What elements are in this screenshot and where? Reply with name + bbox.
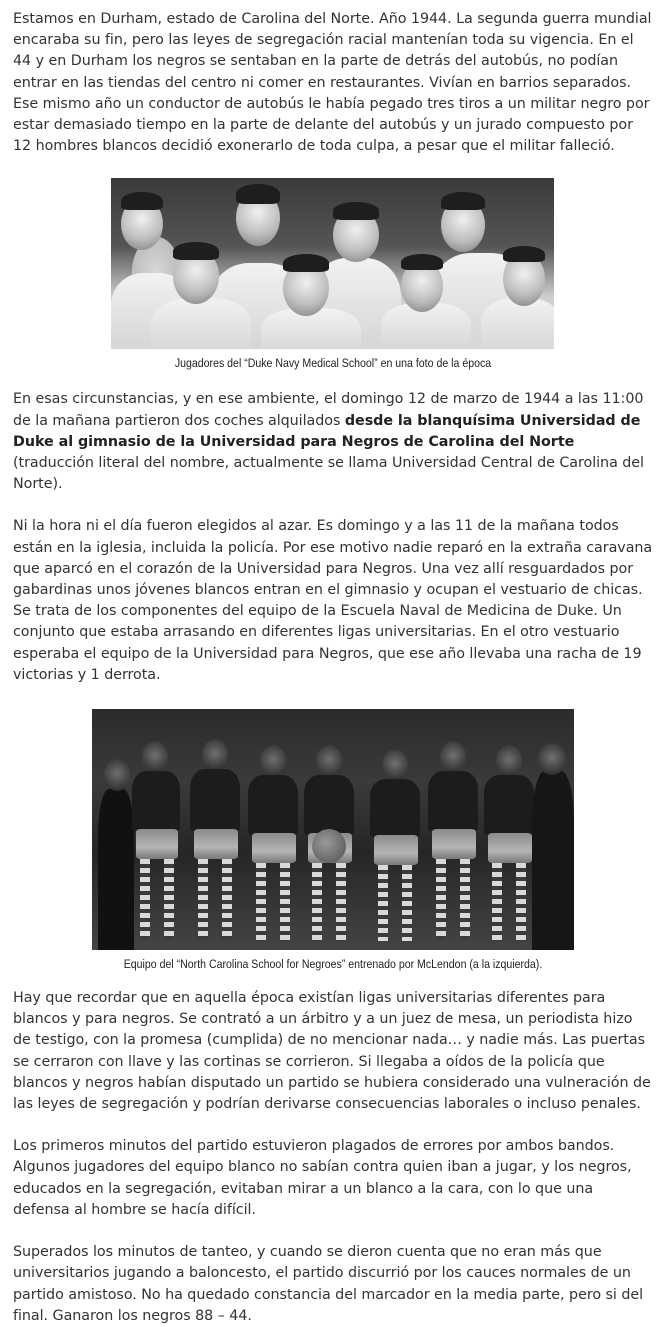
paragraph-intro: Estamos en Durham, estado de Carolina del Norte. Año 1944. La segunda guerra mundial encaraba su fin, pero las leyes de segregación racial mantenían toda su vigencia. En el 44 y en Durham los negros se sentaban en la parte de detrás del autobús, no podían entrar en las tiendas del centro ni comer en restaurantes. Vivían en barrios separados. Ese mismo año un conductor de autobús le había pegado tres tiros a un militar negro por estar demasiado tiempo en la parte de delante del autobús y un jurado compuesto por 12 hombres blancos decidió exonerarlo de toda culpa, a pesar que el militar falleció.: [13, 11, 652, 155]
paragraph-departure-bold: desde la blanquísima Universidad de Duke al gimnasio de la Universidad para Negros de Carolina del Norte: [13, 412, 641, 450]
figure-caption-nccn: Equipo del “North Carolina School for Negroes” entrenado por McLendon (a la izquierda).: [123, 957, 543, 972]
paragraph-departure: [13, 389, 653, 495]
paragraph-leagues: Hay que recordar que en aquella época existían ligas universitarias diferentes para blancos y para negros. Se contrató a un árbitro y a un juez de mesa, un periodista hizo de testigo, con la promesa (cumplida) de no mencionar nada… y nadie más. Las puertas se cerraron con llave y las cortinas se corrieron. Si llegaba a oídos de la policía que blancos y negros habían disputado un partido se hubiera considerado una vulneración de las leyes de segregación y podrían derivarse consecuencias laborales o incluso penales.: [13, 990, 651, 1113]
paragraph-departure-text-end: (traducción literal del nombre, actualmente se llama Universidad Central de Carolina del Norte).: [13, 455, 644, 493]
paragraph-sunday: Ni la hora ni el día fueron elegidos al azar. Es domingo y a las 11 de la mañana todos están en la iglesia, incluida la policía. Por ese motivo nadie reparó en la extraña caravana que aparcó en el corazón de la Universidad para Negros. Una vez allí resguardados por gabardinas unos jóvenes blancos entran en el gimnasio y ocupan el vestuario de chicas. Se trata de los componentes del equipo de la Escuela Naval de Medicina de Duke. Un conjunto que estaba arrasando en diferentes ligas universitarias. En el otro vestuario esperaba el equipo de la Universidad para Negros, que ese año llevaba una racha de 19 victorias y 1 derrota.: [13, 518, 653, 683]
article-body: [13, 9, 653, 1327]
figure-nccn-team: [13, 709, 653, 972]
paragraph-departure-text: En esas circunstancias, y en ese ambiente, el domingo 12 de marzo de 1944 a las 11:00 de la mañana partieron dos coches alquilados: [13, 391, 644, 429]
duke-team-photo: [111, 178, 554, 349]
paragraph-result: Superados los minutos de tanteo, y cuando se dieron cuenta que no eran más que universitarios jugando a baloncesto, el partido discurrió por los cauces normales de un partido amistoso. No ha quedado constancia del marcador en la media parte, pero si del final. Ganaron los negros 88 – 44.: [13, 1244, 644, 1324]
figure-caption-duke: Jugadores del “Duke Navy Medical School” en una foto de la época: [174, 356, 492, 371]
nccn-team-photo: [92, 709, 574, 950]
paragraph-first-minutes: Los primeros minutos del partido estuvieron plagados de errores por ambos bandos. Algunos jugadores del equipo blanco no sabían contra quien iban a jugar, y los negros, educados en la segregación, evitaban mirar a un blanco a la cara, con lo que una defensa al hombre se hacía difícil.: [13, 1138, 632, 1218]
figure-duke-team: [13, 178, 653, 371]
